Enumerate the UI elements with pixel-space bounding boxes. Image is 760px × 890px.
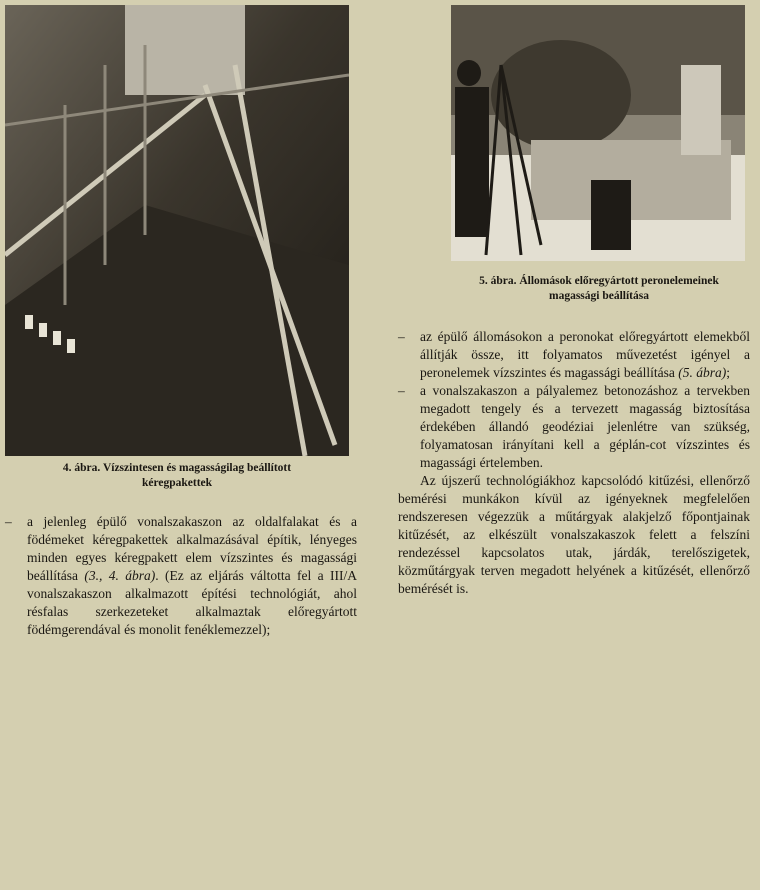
figure-reference: (3., 4. ábra)	[84, 568, 156, 583]
item-text-before: a jelenleg épülő vonalszakaszon az oldalfalakat és a födémeket kéregpakettek alkalmazásával építik, lényeges minden egyes kéregpakett elem vízszintes és magassági beállítása	[27, 514, 357, 583]
body-paragraph: Az újszerű technológiákhoz kapcsolódó kitűzési, ellenőrző bemérési munkákon kívül az igényeknek megfelelően rendszeresen végezzük a műtárgyak alakjelző főpontjainak kitűzését, az elkészült vonalszakaszok felett a felszíni rendezéssel kapcsolatos utak, járdák, terelőszigetek, közműtárgyak terven megadott helyének a kitűzését, ellenőrző bemérését is.	[398, 473, 750, 596]
figure-5-caption-line2: magassági beállítása	[549, 290, 649, 302]
list-item	[5, 513, 357, 639]
right-text-column	[398, 328, 750, 598]
list-item-text: a vonalszakaszon a pályalemez betonozáshoz a tervekben megadott tengely és a tervezett magasság biztosítása érdekében állandó geodéziai jelenlétre van szükség, folyamatosan irányítani kell a géplán-cot vízszintes és magassági értelemben.	[420, 383, 750, 470]
list-dash: –	[398, 383, 405, 398]
list-item	[398, 328, 750, 382]
left-text-column	[5, 513, 357, 639]
item-text-after: ;	[726, 365, 731, 380]
figure-4-caption	[5, 461, 349, 491]
figure-4-caption-line2: kéregpakettek	[141, 477, 213, 489]
figure-4-photo	[5, 5, 349, 456]
item-text-after: . (Ez az eljárás váltotta fel a III/A vonalszakaszon alkalmazott építési technológiát, ahol résfalas szerkezeteket alkalmaztak előregyártott födémgerendával és monolit fenéklemezzel);	[27, 568, 358, 637]
list-dash: –	[5, 514, 12, 529]
figure-reference: (5. ábra)	[678, 365, 727, 380]
figure-5-caption-line1: 5. ábra. Állomások előregyártott peronelemeinek	[479, 275, 719, 287]
figure-5-caption	[440, 274, 758, 304]
figure-5-photo	[451, 5, 745, 261]
list-item-text	[420, 328, 750, 382]
list-item	[398, 382, 750, 472]
item-text-before: az épülő állomásokon a peronokat előregyártott elemekből állítják össze, itt folyamatos művezetést igényel a peronelemek vízszintes és magassági beállítása	[420, 329, 750, 380]
list-dash: –	[398, 329, 405, 344]
list-item-text	[27, 513, 357, 639]
figure-4-caption-line1: 4. ábra. Vízszintesen és magasságilag beállított	[62, 462, 292, 474]
